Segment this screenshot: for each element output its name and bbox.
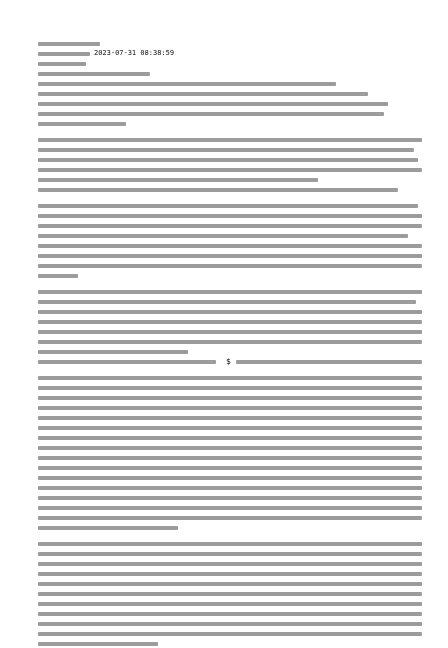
text-line	[38, 404, 426, 412]
text-line	[38, 630, 426, 638]
text-line	[38, 358, 426, 366]
text-line	[38, 474, 426, 482]
text-line	[38, 640, 426, 648]
text-line	[38, 298, 426, 306]
text-line	[38, 166, 426, 174]
text-line	[38, 524, 426, 532]
text-line	[38, 90, 426, 98]
text-line	[38, 212, 426, 220]
text-line	[38, 374, 426, 382]
text-line	[38, 252, 426, 260]
text-line	[38, 394, 426, 402]
text-line	[38, 434, 426, 442]
text-line	[38, 484, 426, 492]
text-line	[38, 202, 426, 210]
currency-mark: $	[226, 357, 231, 366]
text-line	[38, 60, 426, 68]
text-line	[38, 146, 426, 154]
text-line	[38, 100, 426, 108]
text-line	[38, 384, 426, 392]
text-line	[38, 580, 426, 588]
text-line	[38, 50, 426, 58]
text-line	[38, 504, 426, 512]
text-line	[38, 570, 426, 578]
text-line	[38, 550, 426, 558]
text-line	[38, 590, 426, 598]
text-line	[38, 514, 426, 522]
text-line	[38, 242, 426, 250]
text-line	[38, 40, 426, 48]
text-line	[38, 288, 426, 296]
text-line	[38, 540, 426, 548]
text-line	[38, 156, 426, 164]
text-line	[38, 186, 426, 194]
text-line	[38, 328, 426, 336]
text-line	[38, 464, 426, 472]
text-line	[38, 338, 426, 346]
text-line	[38, 222, 426, 230]
text-line	[38, 232, 426, 240]
text-line	[38, 348, 426, 356]
text-line	[38, 560, 426, 568]
timestamp: 2023-07-31 08:38:59	[94, 49, 175, 57]
text-line	[38, 272, 426, 280]
text-line	[38, 176, 426, 184]
text-line	[38, 454, 426, 462]
text-line	[38, 424, 426, 432]
text-line	[38, 600, 426, 608]
text-line	[38, 70, 426, 78]
text-line	[38, 308, 426, 316]
text-line	[38, 610, 426, 618]
text-line	[38, 110, 426, 118]
text-line	[38, 620, 426, 628]
text-line	[38, 120, 426, 128]
text-line	[38, 136, 426, 144]
text-line	[38, 494, 426, 502]
text-line	[38, 80, 426, 88]
text-line	[38, 318, 426, 326]
text-line	[38, 262, 426, 270]
text-line	[38, 414, 426, 422]
text-line	[38, 444, 426, 452]
